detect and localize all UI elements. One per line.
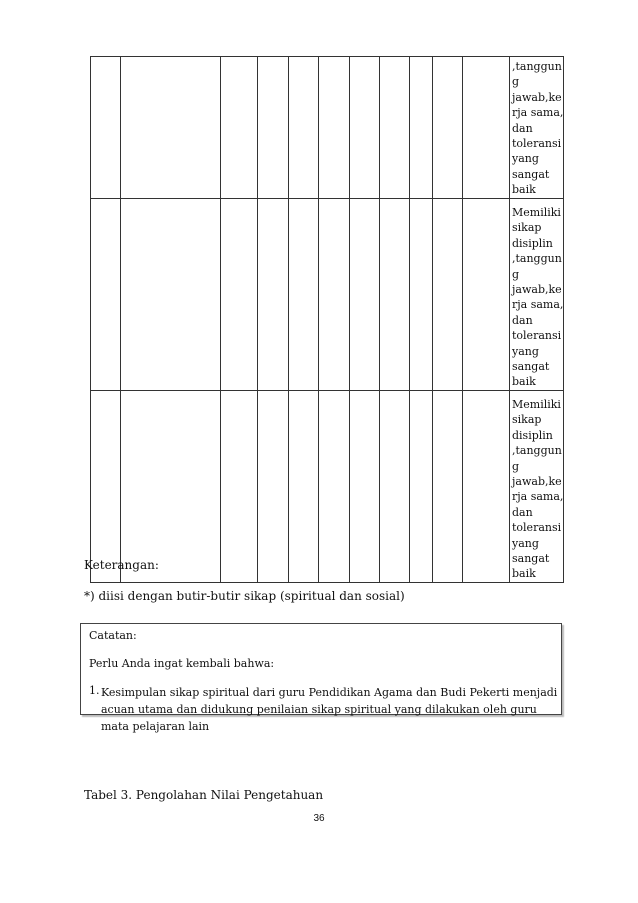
empty-cell: [319, 199, 350, 391]
empty-cell: [91, 57, 121, 199]
description-text: [510, 391, 563, 582]
empty-cell: [121, 199, 221, 391]
empty-cell: [410, 199, 433, 391]
description-line: jawab,ke: [512, 474, 562, 488]
empty-cell: [319, 57, 350, 199]
description-line: Memiliki: [512, 397, 561, 411]
assessment-table: [90, 56, 564, 583]
note-item-number: 1.: [89, 684, 100, 697]
empty-cell: [410, 57, 433, 199]
description-line: sangat: [512, 360, 550, 374]
empty-cell: [433, 390, 463, 582]
description-line: baik: [512, 183, 536, 197]
description-line: toleransi: [512, 521, 562, 535]
description-line: jawab,ke: [512, 90, 562, 104]
empty-cell: [463, 390, 510, 582]
description-line: g: [512, 267, 520, 281]
description-line: Memiliki: [512, 206, 561, 219]
description-line: yang: [512, 152, 539, 166]
description-line: yang: [512, 344, 539, 358]
description-line: toleransi: [512, 329, 562, 343]
description-line: dan: [512, 313, 533, 327]
note-item-text: Kesimpulan sikap spiritual dari guru Pendidikan Agama dan Budi Pekerti menjadi acuan utama dan didukung penilaian sikap spiritual yang dilakukan oleh guru mata pelajaran lain: [101, 686, 558, 733]
empty-cell: [258, 199, 289, 391]
description-line: rja sama,: [512, 490, 564, 504]
empty-cell: [433, 57, 463, 199]
empty-cell: [380, 199, 410, 391]
description-line: toleransi: [512, 137, 562, 151]
empty-cell: [319, 390, 350, 582]
description-text: [510, 57, 563, 198]
description-cell: [510, 199, 564, 391]
empty-cell: [121, 57, 221, 199]
empty-cell: [380, 57, 410, 199]
keterangan-label: Keterangan:: [84, 558, 159, 572]
description-line: baik: [512, 375, 536, 389]
description-line: baik: [512, 567, 536, 581]
description-line: dan: [512, 121, 533, 135]
empty-cell: [289, 390, 319, 582]
description-line: sikap: [512, 221, 542, 235]
empty-cell: [221, 390, 258, 582]
description-line: yang: [512, 536, 539, 550]
note-title: Catatan:: [89, 629, 137, 642]
table-row: [91, 199, 564, 391]
note-box: [80, 623, 562, 733]
description-line: ,tanggun: [512, 252, 562, 266]
empty-cell: [221, 57, 258, 199]
description-line: g: [512, 75, 520, 89]
footnote: *) diisi dengan butir-butir sikap (spiritual dan sosial): [84, 589, 405, 603]
empty-cell: [350, 57, 380, 199]
note-intro: Perlu Anda ingat kembali bahwa:: [89, 657, 275, 670]
description-line: sikap: [512, 413, 542, 427]
table-caption: Tabel 3. Pengolahan Nilai Pengetahuan: [84, 788, 324, 802]
empty-cell: [433, 199, 463, 391]
description-line: disiplin: [512, 428, 553, 442]
empty-cell: [91, 390, 121, 582]
empty-cell: [221, 199, 258, 391]
page-number: 36: [313, 813, 325, 824]
empty-cell: [350, 199, 380, 391]
empty-cell: [463, 57, 510, 199]
description-line: dan: [512, 505, 533, 519]
description-line: ,tanggun: [512, 444, 562, 458]
table-row: [91, 390, 564, 582]
empty-cell: [463, 199, 510, 391]
description-cell: [510, 390, 564, 582]
empty-cell: [121, 390, 221, 582]
empty-cell: [258, 390, 289, 582]
description-line: rja sama,: [512, 298, 564, 312]
empty-cell: [258, 57, 289, 199]
description-line: g: [512, 459, 520, 473]
description-line: disiplin: [512, 236, 553, 250]
empty-cell: [410, 390, 433, 582]
description-text: [510, 199, 563, 390]
description-line: sangat: [512, 167, 550, 181]
empty-cell: [289, 199, 319, 391]
description-line: ,tanggun: [512, 60, 562, 73]
description-line: sangat: [512, 551, 550, 565]
empty-cell: [350, 390, 380, 582]
empty-cell: [91, 199, 121, 391]
description-cell: [510, 57, 564, 199]
description-line: rja sama,: [512, 106, 564, 120]
empty-cell: [380, 390, 410, 582]
description-line: jawab,ke: [512, 283, 562, 297]
empty-cell: [289, 57, 319, 199]
table-row: [91, 57, 564, 199]
